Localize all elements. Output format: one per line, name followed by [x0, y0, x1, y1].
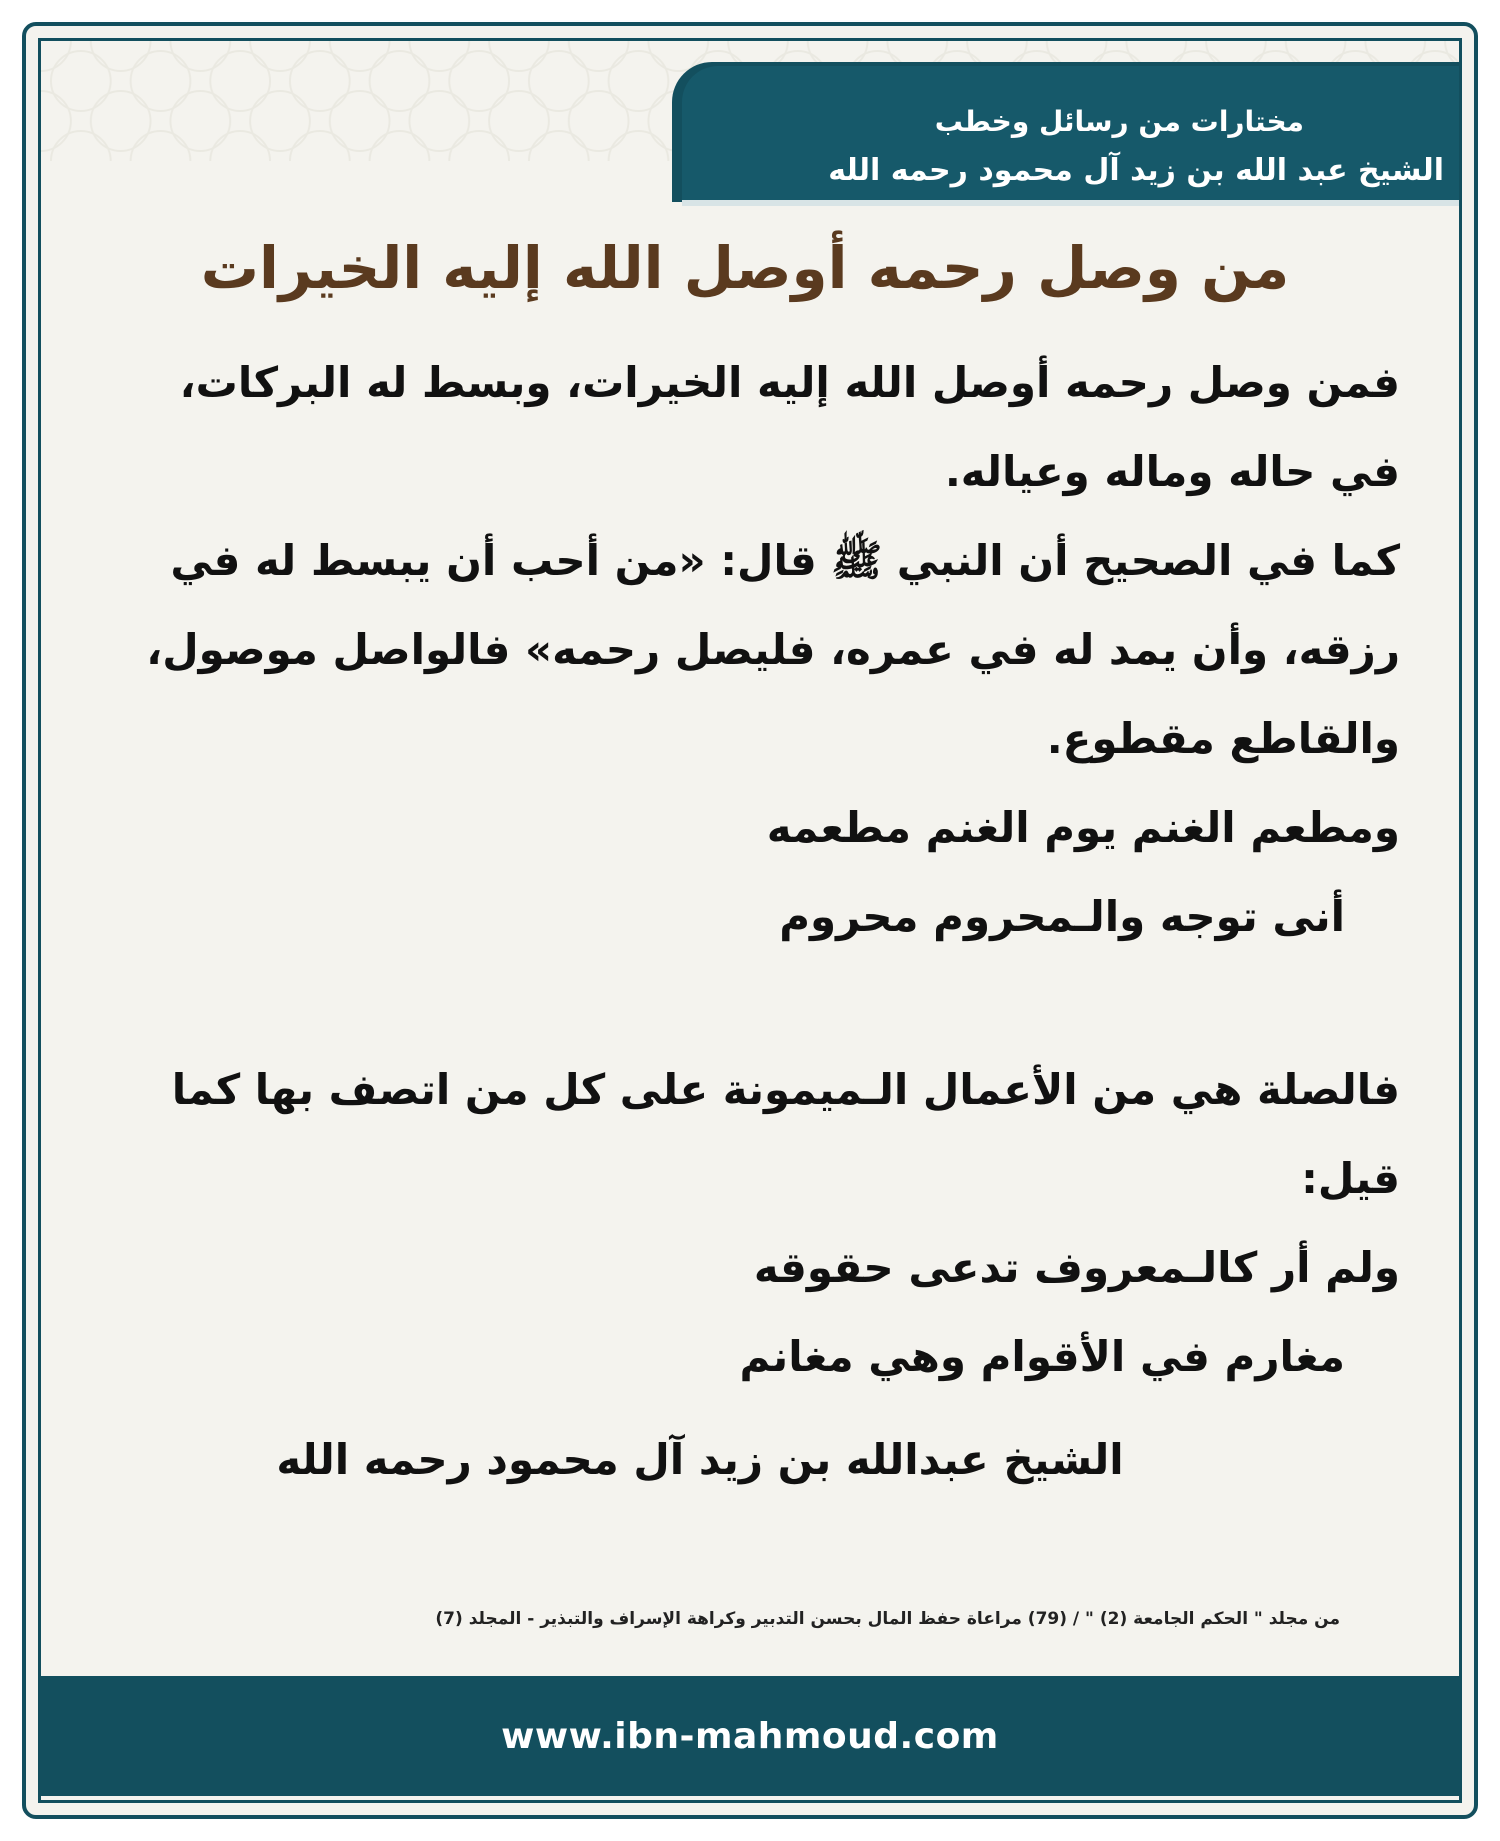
paragraph-2: كما في الصحيح أن النبي ﷺ قال: «من أحب أن يبسط له في رزقه، وأن يمد له في عمره، فليصل رحمه» فالواصل موصول، والقاطع مقطوع.: [146, 536, 1400, 763]
series-header: [724, 98, 1444, 196]
verse-2-second-half: مغارم في الأقوام وهي مغانم: [739, 1332, 1345, 1381]
paragraph-1: فمن وصل رحمه أوصل الله إليه الخيرات، وبسط له البركات، في حاله وماله وعياله.: [179, 358, 1400, 496]
page-title: من وصل رحمه أوصل الله إليه الخيرات: [200, 234, 1290, 302]
source-citation: من مجلد " الحكم الجامعة (2) " / (79) مراعاة حفظ المال بحسن التدبير وكراهة الإسراف والتبذير - المجلد (7): [435, 1609, 1340, 1629]
series-title: مختارات من رسائل وخطب: [934, 105, 1304, 138]
article-body: [130, 338, 1400, 1401]
signature: الشيخ عبدالله بن زيد آل محمود رحمه الله: [276, 1435, 1124, 1484]
verse-1-second-half: أنى توجه والـمحروم محروم: [779, 892, 1345, 941]
spacer: [130, 961, 1400, 1045]
footer-bar: [38, 1676, 1462, 1796]
verse-2-first-half: ولم أر كالـمعروف تدعى حقوقه: [753, 1243, 1400, 1292]
paragraph-3: فالصلة هي من الأعمال الـميمونة على كل من اتصف بها كما قيل:: [171, 1065, 1400, 1203]
website-link[interactable]: www.ibn-mahmoud.com: [501, 1715, 999, 1757]
series-author: الشيخ عبد الله بن زيد آل محمود رحمه الله: [828, 153, 1444, 188]
verse-1-first-half: ومطعم الغنم يوم الغنم مطعمه: [766, 803, 1400, 852]
